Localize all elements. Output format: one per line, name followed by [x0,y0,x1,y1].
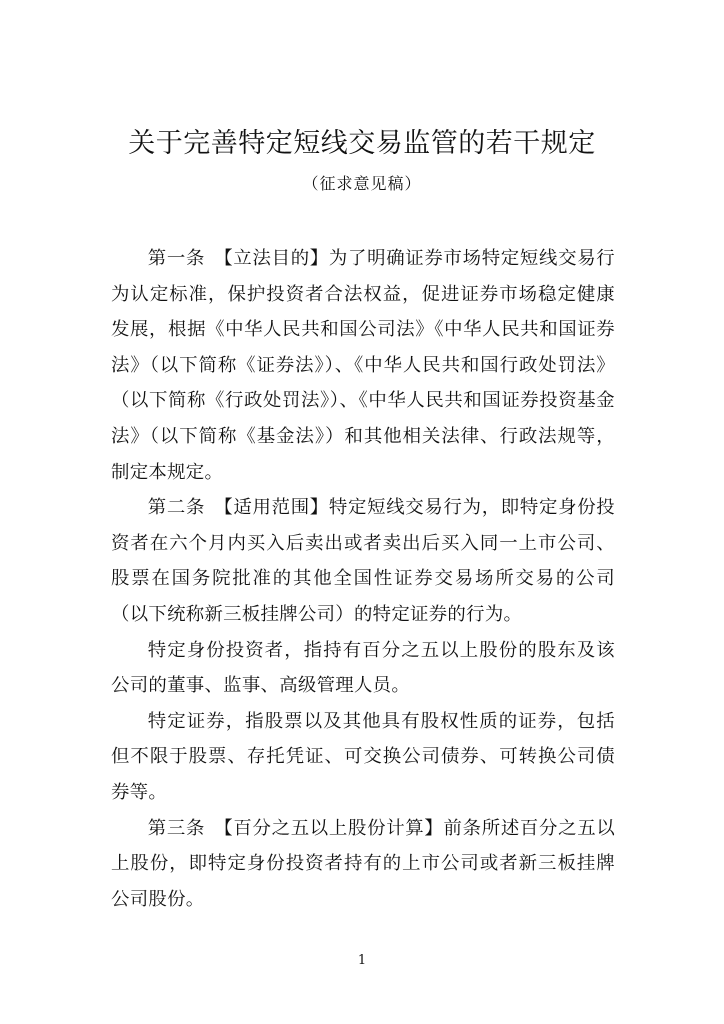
document-title: 关于完善特定短线交易监管的若干规定 [128,128,596,159]
paragraph-text: 特定身份投资者，指持有百分之五以上股份的股东及该公司的董事、监事、高级管理人员。 [111,639,615,697]
article-text: 为了明确证券市场特定短线交易行为认定标准，保护投资者合法权益，促进证券市场稳定健康发展，根据《中华人民共和国公司法》《中华人民共和国证券法》（以下简称《证券法》）、《中华人民共和国行政处罚法》（以下简称《行政处罚法》）、《中华人民共和国证券投资基金法》（以下简称《基金法》）和其他相关法律、行政法规等，制定本规定。 [111,248,615,483]
article-heading: 【百分之五以上股份计算】 [214,817,444,839]
article-text: 前条所述百分之五以上股份，即特定身份投资者持有的上市公司或者新三板挂牌公司股份。 [111,817,616,910]
article-heading: 【适用范围】 [214,497,329,519]
article-2-paragraph [111,490,615,632]
definition-securities-paragraph [111,704,615,811]
article-3-paragraph [111,811,615,918]
paragraph-text: 特定证券，指股票以及其他具有股权性质的证券，包括但不限于股票、存托凭证、可交换公司债券、可转换公司债券等。 [111,710,615,803]
article-number: 第一条 [147,248,206,269]
article-heading: 【立法目的】 [214,248,329,269]
article-1-paragraph [111,241,615,490]
article-number: 第三条 [147,817,206,839]
document-subtitle: （征求意见稿） [302,174,422,193]
definition-investor-paragraph [111,633,615,704]
page-number: 1 [357,953,367,968]
article-text: 特定短线交易行为，即特定身份投资者在六个月内买入后卖出或者卖出后买入同一上市公司、股票在国务院批准的其他全国性证券交易场所交易的公司（以下统称新三板挂牌公司）的特定证券的行为。 [111,497,615,625]
document-body [111,241,615,917]
article-number: 第二条 [147,497,206,519]
